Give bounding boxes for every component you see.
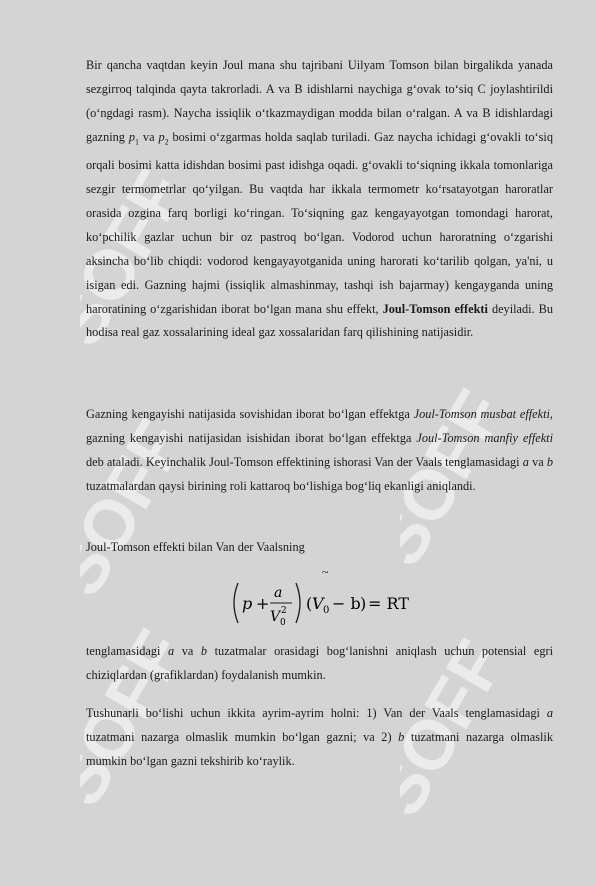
formula-p: p (242, 594, 253, 613)
formula-close-paren: ) (360, 594, 367, 613)
formula-minus-b: − b (332, 594, 361, 613)
tilde-mark: ~ (322, 565, 329, 579)
formula-plus: + (256, 594, 270, 613)
variable-b: b (398, 729, 405, 744)
text-run: tenglamasidagi (86, 644, 169, 658)
text-run: Joul-Tomson effekti bilan Van der Vaalsning (86, 540, 305, 554)
right-paren (296, 583, 300, 623)
text-run: deb ataladi. Keyinchalik Joul-Tomson effektining ishorasi Van der Vaals tenglamasidagi (86, 454, 523, 469)
paragraph-positive-negative-effect (86, 403, 553, 499)
van-der-waals-equation (228, 575, 418, 631)
variable-b: b (546, 454, 553, 469)
text-run: Tushunarli bo‘lishi uchun ikkita ayrim-ayrim holni: 1) Van der Vaals tenglamasidagi (86, 706, 547, 720)
variable-p: p (128, 129, 135, 144)
text-run: tuzatmani nazarga olmaslik mumkin bo‘lgan gazni tekshirib ko‘raylik. (86, 729, 553, 768)
formula-sub0: 0 (280, 618, 286, 628)
svg-text:SOFF: SOFF (400, 377, 520, 579)
paragraph-joule-thomson-intro (86, 54, 553, 345)
svg-text:SOFF: SOFF (400, 627, 520, 829)
text-run: deyiladi. Bu hodisa real gaz xossalarining ideal gaz xossalaridan farq qilishining natijasidir. (86, 301, 553, 340)
paragraph-potential-curves (86, 640, 553, 688)
subscript: 2 (164, 137, 169, 147)
formula-V0b: V (312, 594, 324, 613)
term-positive-effect: Joul-Tomson musbat effekti (413, 407, 550, 421)
text-run: tuzatmalar orasidagi bog‘lanishni aniqlash uchun potensial egri chiziqlardan (grafiklardan) foydalanish mumkin. (86, 644, 553, 682)
svg-text:SOFF: SOFF (80, 620, 200, 819)
text-run: va (174, 644, 201, 658)
formula-sub0b: 0 (323, 605, 330, 616)
svg-text:SOFF: SOFF (80, 157, 200, 359)
text-run: tuzatmani nazarga olmaslik mumkin bo‘lgan gazni; va 2) (86, 729, 399, 744)
svg-text:SOFF: SOFF (80, 407, 200, 609)
term-joule-thomson-effect: Joul-Tomson effekti (382, 301, 488, 316)
left-paren (234, 583, 238, 623)
text-run: Bir qancha vaqtdan keyin Joul mana shu tajribani Uilyam Tomson bilan birgalikda yanada sezgirroq talqinda qayta takrorladi. A va B idishlarni naychiga g‘ovak to‘siq C joylashtirildi (o‘ngdagi rasm). Naycha issiqlik o‘tkazmaydigan modda bilan o‘ralgan. A va B idishlardagi gazning (86, 58, 553, 144)
text-run: tuzatmalardan qaysi birining roli kattaroq bo‘lishiga bog‘liq ekanligi aniqlandi. (86, 478, 476, 493)
text-run: Gazning kengayishi natijasida sovishidan iborat bo‘lgan effektga (86, 407, 414, 421)
term-negative-effect: Joul-Tomson manfiy effekti (416, 430, 553, 445)
formula-V0: V (270, 609, 281, 625)
text-run: va (139, 129, 159, 144)
paragraph-two-cases (86, 702, 553, 774)
variable-a: a (546, 706, 553, 720)
formula-sup2: 2 (281, 606, 287, 616)
formula-a: a (274, 585, 283, 601)
text-run: va (528, 454, 547, 469)
variable-a: a (522, 454, 529, 469)
variable-b: b (200, 644, 208, 658)
text-run: bosimi o‘zgarmas holda saqlab turiladi. Gaz naycha ichidagi g‘ovakli to‘siq orqali bosimi katta idishdan bosimi past idishga oqadi. g‘ovakli to‘siqning ikkala tomonlariga sezgir termometrlar qo‘yilgan. Bu vaqtda har ikkala termometr ko‘rsatayotgan haroratlar orasida ozgina farq borligi ko‘ringan. To‘siqning gaz kengayayotgan tomondagi harorat, ko‘pchilik gazlar uchun bir oz pastroq bo‘lgan. Vodorod uchun haroratning o‘zgarishi aksincha bo‘lib chiqdi: vodorod kengayayotganida uning harorati ko‘tarilib qolgan, ya'ni, u isigan edi. Gazning hajmi (issiqlik almashinmay, tashqi ish bajarmay) kengayganda uning haroratining o‘zgarishidan iborat bo‘lgan mana shu effekt, (86, 129, 553, 316)
formula-eq-rt: = RT (368, 594, 409, 613)
paragraph-formula-lead (86, 536, 553, 560)
variable-p: p (158, 129, 165, 144)
formula-open-paren: ( (306, 594, 313, 613)
text-run: , gazning kengayishi natijasidan isishidan iborat bo‘lgan effektga (86, 407, 553, 445)
variable-a: a (168, 644, 175, 658)
subscript: 1 (135, 137, 139, 147)
